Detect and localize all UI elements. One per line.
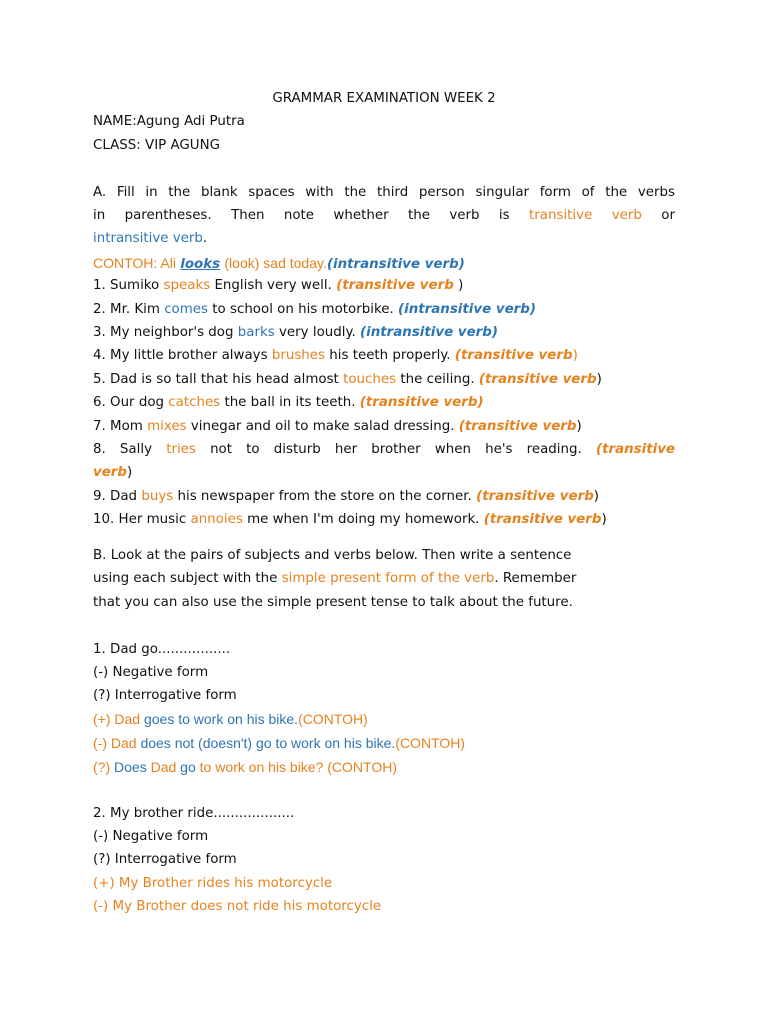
question-1-negative-label: (-) Negative form (93, 665, 209, 680)
question-1-interrogative-label: (?) Interrogative form (93, 688, 237, 703)
question-2-answer-positive: (+) My Brother rides his motorcycle (93, 876, 333, 891)
item-5: 5. Dad is so tall that his head almost touches the ceiling. (transitive verb) (93, 372, 602, 387)
item-9: 9. Dad buys his newspaper from the store on the corner. (transitive verb) (93, 489, 600, 504)
question-1-prompt: 1. Dad go................. (93, 642, 231, 657)
item-2: 2. Mr. Kim comes to school on his motorbike. (intransitive verb) (93, 302, 536, 317)
item-10: 10. Her music annoies me when I'm doing my homework. (transitive verb) (93, 512, 607, 527)
question-1-answer-interrogative: (?) Does Dad go to work on his bike? (CONTOH) (93, 759, 397, 775)
item-1: 1. Sumiko speaks English very well. (transitive verb ) (93, 278, 464, 293)
item-8-continued: verb) (93, 465, 133, 480)
question-1-answer-negative: (-) Dad does not (doesn't) go to work on his bike.(CONTOH) (93, 735, 466, 751)
section-a-instruction-1: A. Fill in the blank spaces with the third person singular form of the verbs (93, 185, 675, 200)
section-b-instruction-3: that you can also use the simple present tense to talk about the future. (93, 595, 573, 610)
example-sentence: CONTOH: Ali looks (look) sad today.(intransitive verb) (93, 255, 465, 272)
exam-title: GRAMMAR EXAMINATION WEEK 2 (272, 91, 496, 106)
student-class: CLASS: VIP AGUNG (93, 138, 220, 153)
item-8: 8. Sally tries not to disturb her brother when he's reading. (transitive (93, 442, 676, 457)
section-b-instruction-1: B. Look at the pairs of subjects and verbs below. Then write a sentence (93, 548, 572, 563)
question-2-interrogative-label: (?) Interrogative form (93, 852, 237, 867)
question-2-answer-negative: (-) My Brother does not ride his motorcycle (93, 899, 382, 914)
item-7: 7. Mom mixes vinegar and oil to make salad dressing. (transitive verb) (93, 419, 582, 434)
section-b-instruction-2: using each subject with the simple present form of the verb. Remember (93, 571, 577, 586)
question-1-answer-positive: (+) Dad goes to work on his bike.(CONTOH) (93, 711, 368, 727)
item-4: 4. My little brother always brushes his teeth properly. (transitive verb) (93, 348, 578, 363)
item-6: 6. Our dog catches the ball in its teeth. (transitive verb) (93, 395, 484, 410)
student-name: NAME:Agung Adi Putra (93, 114, 245, 129)
question-2-prompt: 2. My brother ride................... (93, 806, 295, 821)
item-3: 3. My neighbor's dog barks very loudly. (intransitive verb) (93, 325, 498, 340)
question-2-negative-label: (-) Negative form (93, 829, 209, 844)
section-a-instruction-3: intransitive verb. (93, 231, 208, 246)
section-a-instruction-2: in parentheses. Then note whether the verb is transitive verb or (93, 208, 675, 223)
